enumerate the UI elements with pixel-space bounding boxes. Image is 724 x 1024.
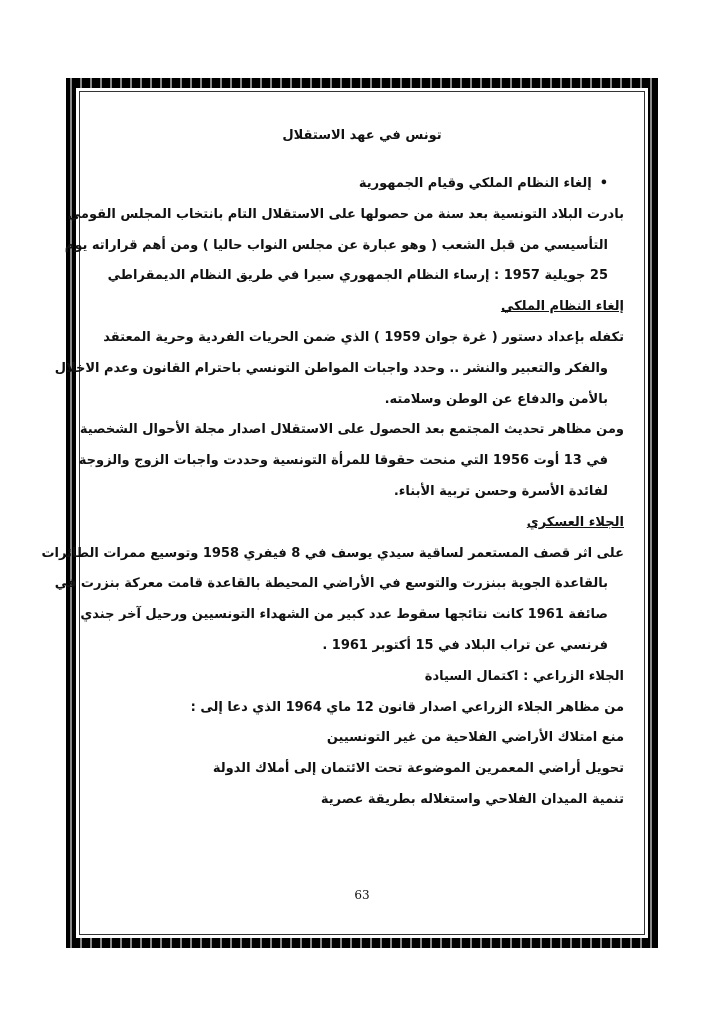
text-line: [98, 638, 608, 653]
section-heading: [98, 515, 624, 530]
text-line: [98, 700, 624, 715]
text-line: [98, 484, 608, 499]
text-line: [64, 237, 608, 253]
text-line: [98, 392, 608, 407]
text-line: [98, 761, 624, 776]
text-line: [67, 206, 624, 222]
text-line: [98, 730, 624, 745]
line-text: الجلاء الزراعي : اكتمال السيادة: [424, 668, 624, 684]
page-content: [41, 98, 638, 928]
line-text: إلغاء النظام الملكي: [500, 299, 624, 315]
text-line: [54, 360, 608, 376]
text-line: [78, 453, 608, 469]
text-line: [98, 268, 608, 283]
decorative-page-border: [41, 78, 658, 948]
text-line: [98, 330, 624, 345]
line-text: منع امتلاك الأراضي الفلاحية من غير التونسيين: [326, 730, 624, 746]
line-text: تحويل أراضي المعمرين الموضوعة تحت الائتمان إلى أملاك الدولة: [212, 761, 624, 777]
line-text: بالقاعدة الجوية ببنزرت والتوسع في الأراضي المحيطة بالقاعدة قامت معركة بنزرت في: [54, 576, 608, 592]
text-line: [79, 422, 624, 438]
text-line: [54, 576, 608, 592]
line-text: من مظاهر الجلاء الزراعي اصدار قانون 12 ماي 1964 الذي دعا إلى :: [190, 699, 624, 715]
line-text: فرنسي عن تراب البلاد في 15 أكتوبر 1961 .: [322, 638, 608, 653]
line-text: تنمية الميدان الفلاحي واستغلاله بطريقة عصرية: [320, 792, 624, 807]
line-text: على اثر قصف المستعمر لساقية سيدي يوسف في 8 فيفري 1958 وتوسيع ممرات الطائرات: [41, 545, 624, 561]
line-text: في 13 أوت 1956 التي منحت حقوقا للمرأة التونسية وحددت واجبات الزوج والزوجة: [78, 453, 608, 469]
line-text: بالأمن والدفاع عن الوطن وسلامته.: [384, 391, 608, 407]
line-text: تكفله بإعداد دستور ( غرة جوان 1959 ) الذي ضمن الحريات الفردية وحرية المعتقد: [103, 330, 624, 345]
line-text: بادرت البلاد التونسية بعد سنة من حصولها على الاستقلال التام بانتخاب المجلس القومي: [67, 206, 624, 222]
line-text: صائفة 1961 كانت نتائجها سقوط عدد كبير من الشهداء التونسيين ورحيل آخر جندي: [80, 607, 608, 623]
line-text: • إلغاء النظام الملكي وقيام الجمهورية: [359, 176, 608, 191]
line-text: ومن مظاهر تحديث المجتمع بعد الحصول على الاستقلال اصدار مجلة الأحوال الشخصية: [79, 422, 624, 438]
page-number: 63: [354, 888, 370, 902]
page-title: تونس في عهد الاستقلال: [282, 128, 442, 143]
line-text: 25 جويلية 1957 : إرساء النظام الجمهوري سيرا في طريق النظام الديمقراطي: [107, 268, 608, 284]
section-heading: [98, 299, 624, 314]
bullet-item: [98, 176, 608, 191]
text-line: [41, 545, 624, 561]
text-line: [98, 792, 624, 807]
text-line: [98, 669, 624, 684]
line-text: لفائدة الأسرة وحسن تربية الأبناء.: [393, 484, 608, 499]
line-text: والفكر والتعبير والنشر .. وحدد واجبات المواطن التونسي باحترام القانون وعدم الاخلال: [54, 360, 608, 376]
line-text: الجلاء العسكري: [526, 514, 624, 530]
text-line: [80, 607, 608, 623]
line-text: التأسيسي من قبل الشعب ( وهو عبارة عن مجلس النواب حاليا ) ومن أهم قراراته يوم: [64, 237, 608, 253]
